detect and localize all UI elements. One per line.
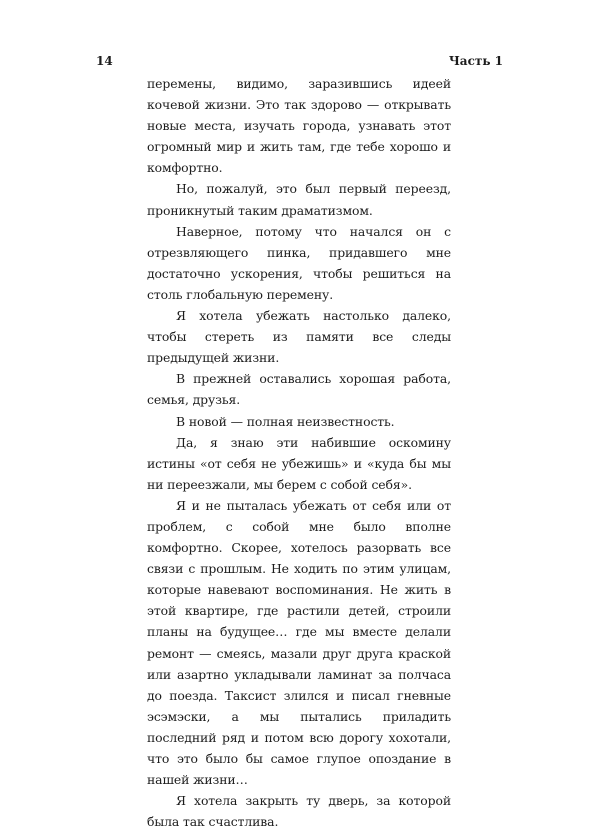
page-number: 14 (96, 54, 113, 68)
paragraph-9: Я хотела закрыть ту дверь, за которой была так счастлива. (147, 793, 451, 830)
running-head: Часть 1 (448, 54, 503, 68)
paragraph-6: В новой — полная неизвестность. (176, 413, 395, 429)
body-text (147, 73, 451, 832)
paragraph-8: Я и не пыталась убежать от себя или от проблем, с собой мне было вполне комфортно. Скорее, хотелось разорвать все связи с прошлым. Не ходить по этим улицам, которые навевают воспоминания. Не жить в этой квартире, где растили детей, строили планы на будущее… где мы вместе делали ремонт — смеясь, мазали друг друга краской или азартно укладывали ламинат за полчаса до поезда. Таксист злился и писал гневные эсэмэски, а мы пытались приладить последний ряд и потом всю дорогу хохотали, что это было бы самое глупое опоздание в нашей жизни… (147, 497, 451, 788)
page-header (96, 54, 503, 74)
paragraph-5: В прежней оставались хорошая работа, семья, друзья. (147, 371, 451, 408)
paragraph-7: Да, я знаю эти набившие оскомину истины «от себя не убежишь» и «куда бы мы ни переезжали, мы берем с собой себя». (147, 434, 451, 492)
paragraph-2: Но, пожалуй, это был первый переезд, проникнутый таким драматизмом. (147, 181, 451, 218)
paragraph-3: Наверное, потому что начался он с отрезвляющего пинка, придавшего мне достаточно ускорения, чтобы решиться на столь глобальную перемену. (147, 223, 451, 302)
paragraph-1: перемены, видимо, заразившись идеей кочевой жизни. Это так здорово — открывать новые места, изучать города, узнавать этот огромный мир и жить там, где тебе хорошо и комфортно. (147, 76, 451, 176)
paragraph-4: Я хотела убежать настолько далеко, чтобы стереть из памяти все следы предыдущей жизни. (147, 308, 451, 366)
